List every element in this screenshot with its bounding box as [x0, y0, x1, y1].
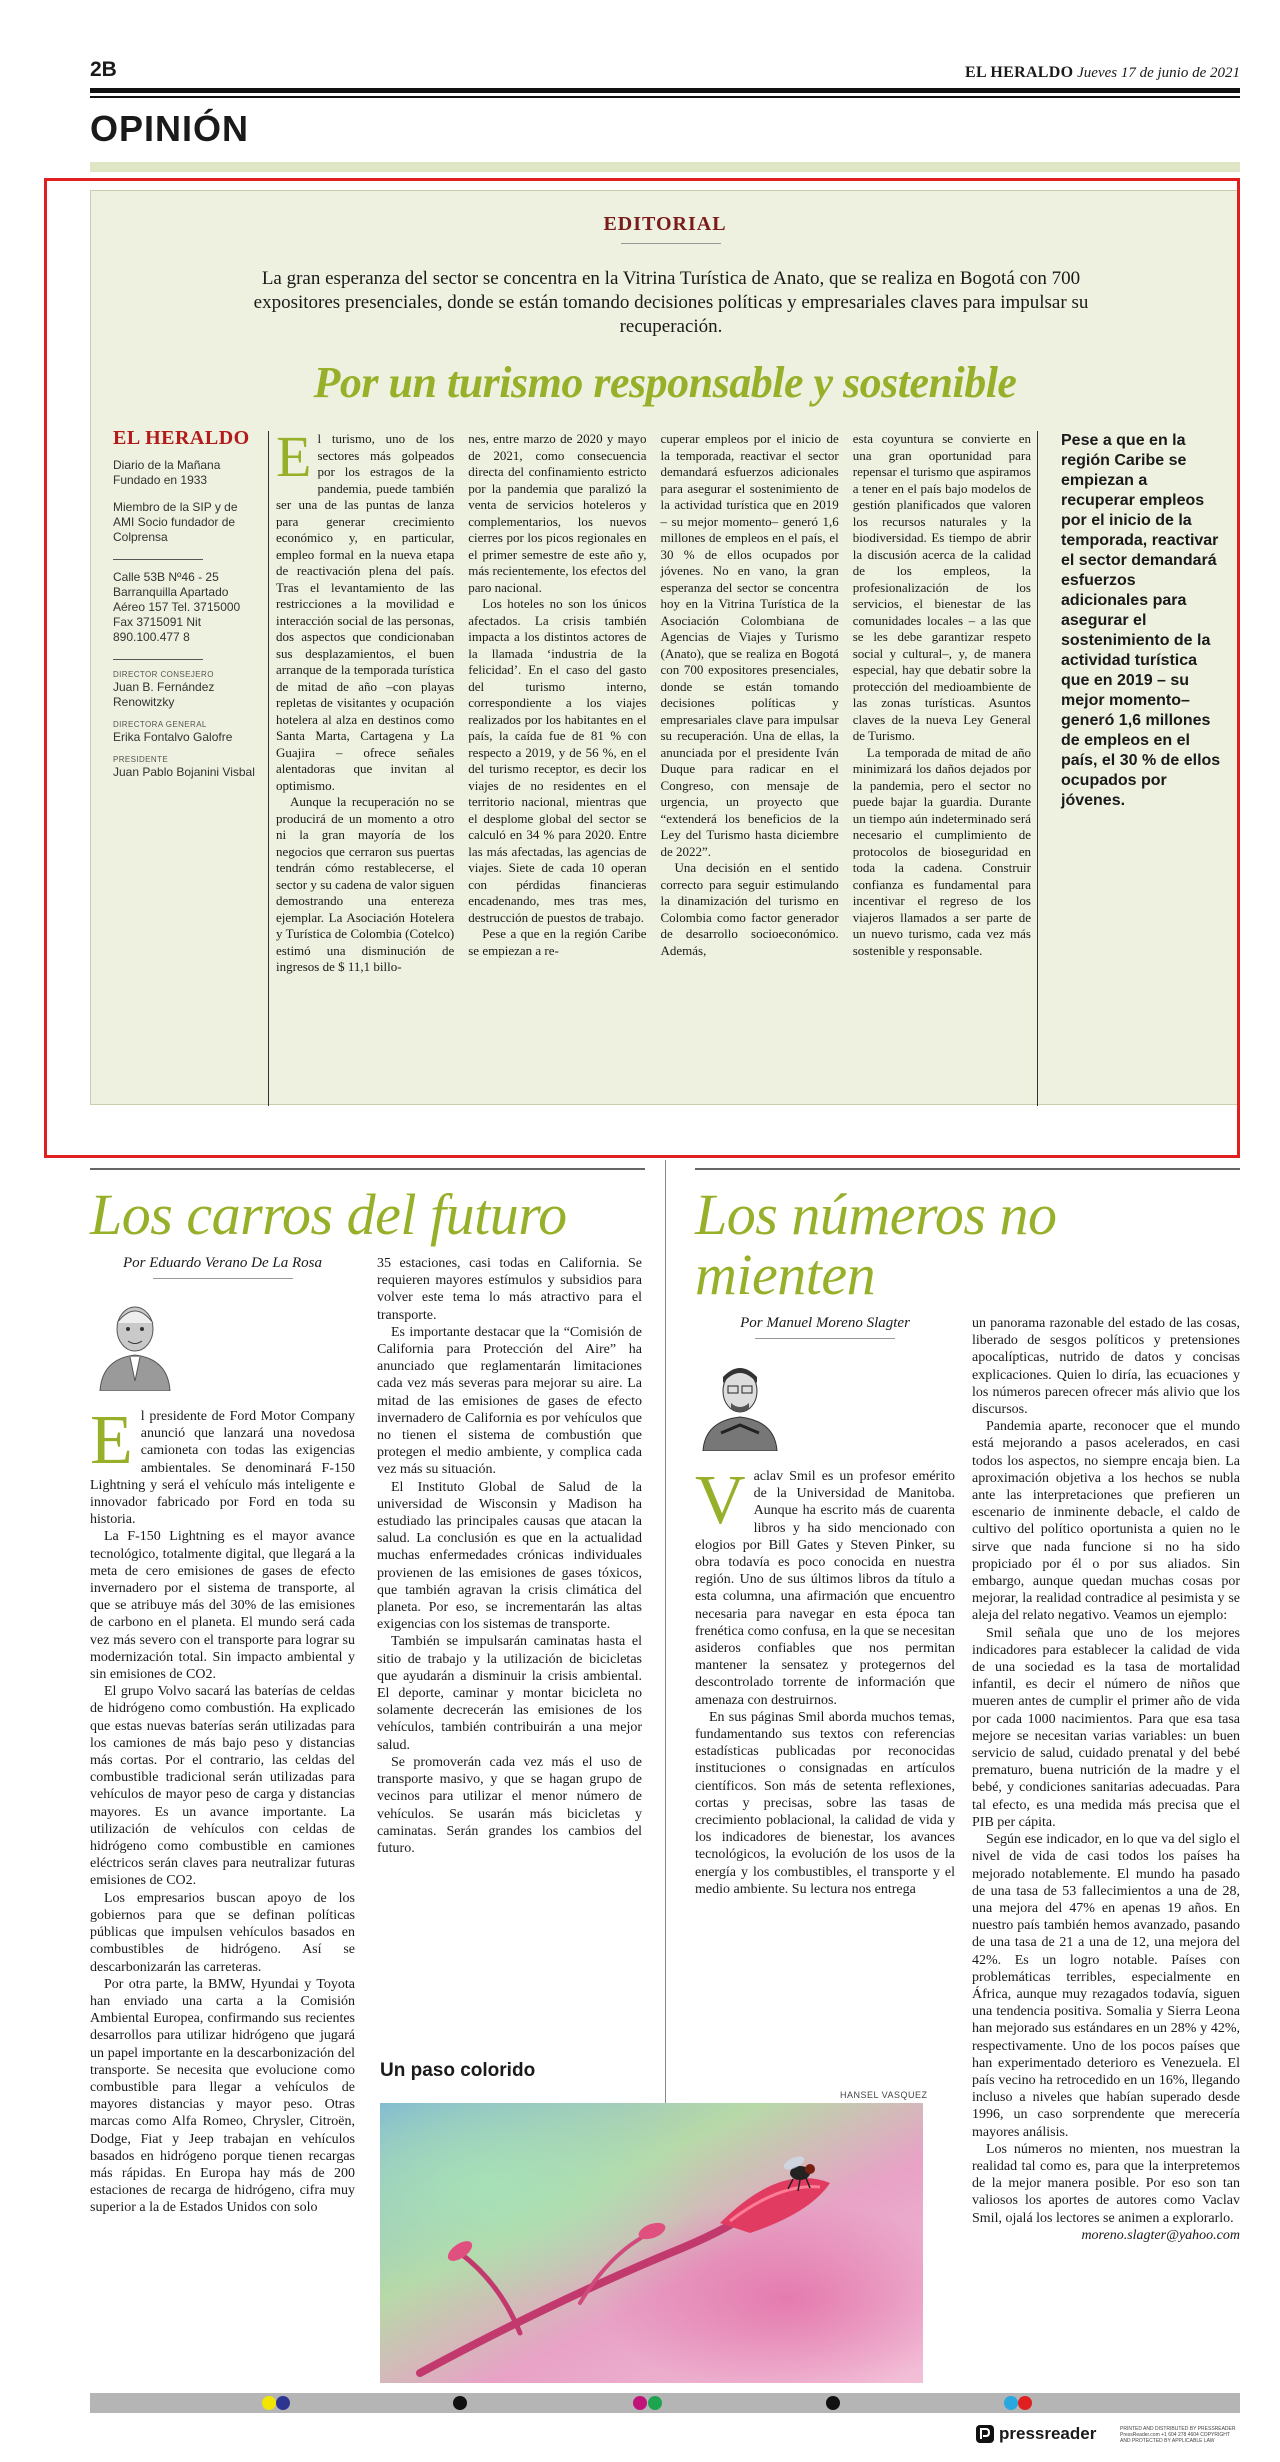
staff-role: DIRECTOR CONSEJERO — [113, 670, 214, 679]
registration-dot-black — [453, 2396, 467, 2410]
drop-cap: E — [276, 424, 312, 489]
body-paragraph: 35 estaciones, casi todas en California. Se requieren mayores estímulos y subsidios para volver este tema lo más atractivo para el transporte. — [377, 1256, 642, 1323]
sidebar-separator — [113, 659, 203, 660]
body-paragraph: un panorama razonable del estado de las cosas, liberado de sesgos políticos y pretensiones apocalípticas, nutrido de datos y concisas explicaciones. Quien lo diría, las ecuaciones y los números parecen ofrecer más alivio que los discursos. — [972, 1316, 1240, 1418]
column-body — [695, 1462, 955, 1898]
el-heraldo-logo: EL HERALDO — [113, 427, 250, 449]
pressreader-logo[interactable] — [975, 2424, 1096, 2444]
editorial-paragraph: Una decisión en el sentido correcto para seguir estimulando la dinamización del turismo en Colombia como factor generador de desarrollo socioeconómico. Además, — [660, 860, 839, 958]
sidebar-memberships: Miembro de la SIP y de AMI Socio fundador de Colprensa — [113, 500, 238, 544]
pressreader-icon — [975, 2424, 995, 2444]
editorial-column-3 — [661, 431, 839, 976]
section-accent-bar — [90, 162, 1240, 172]
drop-cap: V — [695, 1462, 746, 1539]
staff-role: PRESIDENTE — [113, 755, 169, 764]
body-paragraph: Los números no mienten, nos muestran la realidad tal como es, para que la interpretemos de la mejor manera posible. Por eso son tan valiosos los aportes de autores como Vaclav Smil, ojalá los lectores se animen a explorarlo. — [972, 2141, 1240, 2226]
byline-rule — [755, 1338, 895, 1339]
body-paragraph: Es importante destacar que la “Comisión de California para Protección del Aire” ha anunciado que reglamentarán limitaciones cada vez más severas para mejorar su aire. La mitad de las emisiones de gases de efecto invernadero de California es por vehículos que no tienen el sistema de combustión que protegen el medio ambiente, y complica cada vez más su situación. — [377, 1324, 642, 1478]
editorial-paragraph: Los hoteles no son los únicos afectados. La crisis también impacta a los distintos actores de la llamada ‘industria de la felicidad’. En el caso del gasto del turismo interno, correspondiente a los viajes realizados por los habitantes en el país, la caída fue de 81 % con respecto a 2019, y de 56 %, en el del turismo receptor, es decir los viajes de no residentes en el territorio nacional, mientras que el desplome global del sector se calculó en 34 % para 2020. Entre las más afectadas, las agencias de viajes. Siete de cada 10 operan con pérdidas financieras encadenando, mes tras mes, destrucción de puestos de trabajo. — [468, 596, 647, 925]
author-byline: Por Eduardo Verano De La Rosa — [122, 1255, 323, 1271]
editorial-headline: Por un turismo responsable y sostenible — [313, 358, 1017, 407]
drop-cap: E — [90, 1402, 133, 1479]
editorial-paragraph: esta coyuntura se convierte en una gran oportunidad para repensar el turismo que aspiramos a tener en el país bajo modelos de gestión planificados que valoren los recursos naturales y la biodiversidad. Es tiempo de abrir la discusión acerca de la calidad de los empleos, la profesionalización de los servicios, el bienestar de las comunidades locales – a las que se les debe garantizar respeto social y cultural–, y, de manera especial, hay que debatir sobre la protección del medioambiente de las zonas turísticas. Asuntos claves de la nueva Ley General de Turismo. — [852, 431, 1031, 743]
pull-quote: Pese a que en la región Caribe se empiezan a recuperar empleos por el inicio de la temporada, reactivar el sector demandará esfuerzos adicionales para asegurar el sostenimiento de la actividad turística que en 2019 – su mejor momento– generó 1,6 millones de empleos en el país, el 30 % de ellos ocupados por jóvenes. — [1061, 432, 1221, 809]
header-rule-thick — [90, 88, 1240, 93]
registration-dot-green — [648, 2396, 662, 2410]
body-paragraph: En sus páginas Smil aborda muchos temas, fundamentando sus textos con referencias estadísticas publicadas por reconocidas instituciones o consignadas en artículos científicos. Son más de setenta reflexiones, cortas y precisas, sobre las tasas de crecimiento poblacional, la calidad de vida y los indicadores de bienestar, los avances tecnológicos, la evolución de los usos de la energía y los combustibles, el transporte y el medio ambiente. Su lectura nos entrega — [695, 1709, 955, 1897]
byline-rule — [153, 1278, 293, 1279]
sidebar-separator — [113, 559, 203, 560]
editorial-body — [276, 424, 1031, 976]
column-divider — [268, 431, 269, 1106]
header-rule-thin — [90, 96, 1240, 98]
editorial-label: EDITORIAL — [603, 213, 727, 235]
editorial-paragraph: cuperar empleos por el inicio de la temporada, reactivar el sector demandará esfuerzos adicionales para asegurar el sostenimiento de la actividad turística que en 2019 – su mejor momento– generó 1,6 millones de empleos en el país, el 30 % de ellos ocupados por jóvenes. No en vano, la gran esperanza del sector se concentra hoy en la Vitrina Turística de la Asociación Colombiana de Agencias de Viajes y Turismo (Anato), que se realiza en Bogotá con 700 expositores presenciales, donde se están tomando decisiones políticas y empresariales clave para impulsar su recuperación. Una de ellas, la anunciada por el presidente Iván Duque para radicar en el Congreso, con mensaje de urgencia, un proyecto que “extenderá los beneficios de la Ley del Turismo hasta diciembre de 2022”. — [660, 431, 839, 859]
pressreader-label: pressreader — [999, 2424, 1097, 2443]
body-paragraph: Se promoverán cada vez más el uso de transporte masivo, y que se hagan grupo de vecinos para utilizar el menor número de vehículos. Se usarán más bicicletas y caminatas. Serán grandes los cambios del futuro. — [377, 1754, 642, 1856]
registration-dot-magenta — [633, 2396, 647, 2410]
editorial-lede: La gran esperanza del sector se concentra en la Vitrina Turística de Anato, que se realiza en Bogotá con 700 expositores presenciales, donde se están tomando decisiones políticas y empresariales claves para impulsar su recuperación. — [253, 268, 1089, 337]
author-portrait-icon — [90, 1291, 180, 1391]
column-left — [90, 1255, 355, 2217]
editorial-paragraph: El turismo, uno de los sectores más golpeados por los estragos de la pandemia, puede también ser una de las puntas de lanza para generar crecimiento económico y, en particular, empleo formal en la nueva etapa de reactivación plena del país. Tras el levantamiento de las restricciones a la movilidad e interacción social de las personas, dos aspectos que condicionaban sus desplazamientos, el buen arranque de la temporada turística de mitad de año –con playas repletas de visitantes y ocupación hotelera al alza en destinos como Santa Marta, Cartagena y La Guajira – ofrece señales alentadoras que invitan al optimismo. — [276, 424, 455, 793]
sidebar-address: Calle 53B Nº46 - 25 Barranquilla Apartado Aéreo 157 Tel. 3715000 Fax 3715091 Nit 890.100.477 8 — [113, 570, 241, 644]
editorial-column-1 — [276, 424, 455, 976]
author-byline: Por Manuel Moreno Slagter — [740, 1315, 910, 1331]
opinion-column-numeros — [695, 1182, 1240, 2244]
column-right — [972, 1315, 1240, 2244]
body-paragraph: Por otra parte, la BMW, Hyundai y Toyota han enviado una carta a la Comisión Ambiental Europea, confirmando sus recientes desarrollos para utilizar hidrógeno que jugará un papel importante en la descarbonización del transporte. Se necesita que evolucione como combustible para llegar a vehículos de mayores distancias y mayor peso. Otras marcas como Alfa Romeo, Chrysler, Citroën, Dodge, Fiat y Jeep trabajan en vehículos basados en hidrógeno porque tienen recargas más rápidas. En Europa hay más de 200 estaciones de recarga de hidrógeno, cifra muy superior a la de Estados Unidos con solo — [90, 1976, 355, 2216]
body-paragraph: Pandemia aparte, reconocer que el mundo está mejorando a pasos acelerados, en casi todos los aspectos, no siempre encaja bien. La aproximación objetiva a los hechos se nubla ante las interpretaciones que prefieren un escenario de inminente debacle, el caldo de cultivo del político oportunista a quien no le sirve que nada funcione si no ha sido propiciado por él o por sus aliados. Sin embargo, aunque quedan muchas cosas por mejorar, la realidad contradice al pesimista y se aleja del relato negativo. Veamos un ejemplo: — [972, 1419, 1240, 1624]
staff-name: Juan B. Fernández Renowitzky — [113, 680, 215, 709]
page-number: 2B — [90, 58, 117, 81]
footer-fine-print: PRINTED AND DISTRIBUTED BY PRESSREADER PressReader.com +1 604 278 4604 COPYRIGHT AND PROTECTED BY APPLICABLE LAW — [1120, 2426, 1236, 2444]
author-portrait-icon — [695, 1351, 785, 1451]
registration-dot-black — [826, 2396, 840, 2410]
flower-photo — [380, 2103, 923, 2383]
body-paragraph: El Instituto Global de Salud de la universidad de Wisconsin y Madison ha estudiado las principales causas que atacan la salud. La conclusión es que en la actualidad muchas enfermedades crónicas individuales provienen de las emisiones de gases tóxicos, que también agravan la crisis climática del planeta. Por eso, se incrementarán las altas exigencias con los sistemas de transporte. — [377, 1479, 642, 1633]
registration-dot-blue — [276, 2396, 290, 2410]
photo-credit: HANSEL VASQUEZ — [840, 2090, 928, 2100]
staff-name: Erika Fontalvo Galofre — [113, 730, 233, 744]
paper-name: EL HERALDO — [965, 64, 1074, 81]
column-top-rule — [695, 1168, 1240, 1170]
body-paragraph: También se impulsarán caminatas hasta el sitio de trabajo y la utilización de bicicletas que ayudarán a disminuir la crisis ambiental. El deporte, caminar y montar bicicleta no solamente decrecerán las emisiones de los vehículos, también contribuirán a una mejor salud. — [377, 1634, 642, 1753]
editorial-box — [90, 190, 1240, 1105]
editorial-column-2 — [468, 431, 646, 976]
editorial-paragraph: La temporada de mitad de año minimizará los daños dejados por la pandemia, pero el sector no puede bajar la guardia. Durante un tiempo aún indeterminado será necesario el cumplimiento de protocolos de bioseguridad en toda la cadena. Construir confianza es fundamental para incentivar el regreso de los viajeros llamados a ser parte de un nuevo turismo, cada vez más sostenible y responsable. — [852, 744, 1031, 958]
body-paragraph: El presidente de Ford Motor Company anunció que lanzará una novedosa camioneta con todas las exigencias ambientales. Se denominará F-150 Lightning y será el vehículo más inteligente e innovador fabricado por Ford en toda su historia. — [90, 1402, 355, 1528]
photo-title: Un paso colorido — [380, 2060, 536, 2081]
editorial-column-4 — [853, 431, 1031, 976]
registration-dot-red — [1018, 2396, 1032, 2410]
staff-name: Juan Pablo Bojanini Visbal — [113, 765, 255, 779]
masthead-sidebar — [113, 427, 258, 790]
column-headline: Los números no mienten — [695, 1182, 1057, 1307]
author-email[interactable]: moreno.slagter@yahoo.com — [1081, 2227, 1240, 2243]
page-header — [90, 52, 1240, 82]
opinion-column-carros — [90, 1182, 645, 2217]
body-paragraph: La F-150 Lightning es el mayor avance tecnológico, totalmente digital, que llegará a la meta de cero emisiones de gases de efecto invernadero por el sistema de transporte, al que se atribuye más del 30% de las emisiones de carbono en el planeta. El mundo será cada vez más severo con el transporte para lograr su modernización total. Sin impacto ambiental y sin emisiones de CO2. — [90, 1529, 355, 1683]
flower-with-fly-icon — [380, 2103, 923, 2383]
registration-dot-yellow — [262, 2396, 276, 2410]
editorial-paragraph: Pese a que en la región Caribe se empiezan a re- — [468, 926, 647, 958]
staff-role: DIRECTORA GENERAL — [113, 720, 207, 729]
editorial-label-rule — [621, 243, 721, 244]
registration-dot-cyan — [1004, 2396, 1018, 2410]
editorial-paragraph: nes, entre marzo de 2020 y mayo de 2021, como consecuencia directa del confinamiento estricto por la pandemia que paralizó la venta de servicios hoteleros y complementarios, los nuevos cierres por los picos regionales en el primer semestre de este año y, más recientemente, los efectos del paro nacional. — [468, 431, 647, 595]
issue-date: Jueves 17 de junio de 2021 — [1077, 65, 1240, 81]
masthead — [965, 64, 1240, 82]
body-paragraph: Los empresarios buscan apoyo de los gobiernos para que se definan políticas públicas que impulsen vehículos basados en combustibles de hidrógeno. Así se descarbonizarán las carreteras. — [90, 1890, 355, 1975]
column-divider — [1037, 431, 1038, 1106]
sidebar-tagline: Diario de la Mañana Fundado en 1933 — [113, 458, 221, 487]
body-paragraph: Vaclav Smil es un profesor emérito de la Universidad de Manitoba. Aunque ha escrito más de cuarenta libros y ha sido mencionado con elogios por Bill Gates y Steven Pinker, su obra todavía es poco conocida en nuestra región. Uno de sus últimos libros da título a esta columna, una afirmación que encuentro necesaria para navegar en esta época tan frenética como confusa, en la que se necesitan asideros confiables que nos permitan mantener la sensatez y protegernos del descontrolado torrente de información que amenaza con destruirnos. — [695, 1462, 955, 1708]
section-title: OPINIÓN — [90, 108, 250, 149]
column-top-rule — [90, 1168, 645, 1170]
body-paragraph: El grupo Volvo sacará las baterías de celdas de hidrógeno como combustión. Ha explicado que estas nuevas baterías serán utilizadas para los camiones de más bajo peso y distancias más cortas. Por el contrario, las celdas del combustible tradicional serán utilizadas para vehículos de mayor peso de carga y distancias mayores. Es un avance importante. La utilización de vehículos con celdas de hidrógeno como combustible en camiones eléctricos serán claves para neutralizar futuras emisiones de CO2. — [90, 1684, 355, 1889]
editorial-paragraph: Aunque la recuperación no se producirá de un momento a otro ni la gran mayoría de los negocios que cerraron sus puertas tendrán cómo restablecerse, el sector y su cadena de valor siguen demostrando una entereza ejemplar. La Asociación Hotelera y Turística de Colombia (Cotelco) estimó una disminución de ingresos de $ 11,1 billo- — [276, 794, 455, 974]
column-body — [90, 1402, 355, 2217]
body-paragraph: Smil señala que uno de los mejores indicadores para establecer la calidad de vida de una sociedad es la tasa de mortalidad infantil, es decir el número de niños que mueren antes de cumplir el primer año de vida por cada 1000 nacimientos. Para que esa tasa mejore se necesitan varias variables: un buen servicio de salud, cuidado prenatal y del bebé prematuro, buena nutrición de la madre y el bebé, y condiciones sanitarias adecuadas. Para tal efecto, es una medida más precisa que el PIB per cápita. — [972, 1625, 1240, 1830]
column-headline: Los carros del futuro — [90, 1182, 567, 1247]
body-paragraph: Según ese indicador, en lo que va del siglo el nivel de vida de casi todos los países ha mejorado notablemente. El mundo ha pasado de una tasa de 53 fallecimientos a una de 28, una mejora del 47% en apenas 19 años. En nuestro país también hemos avanzado, pasando de una tasa de 21 a una de 12, una mejora del 42%. Es un logro notable. Países con problemáticas terribles, especialmente en África, aunque muy rezagados todavía, siguen una tendencia positiva. Somalia y Sierra Leona han mejorado sus estándares en un 28% y 42%, respectivamente. Uno de los pocos países que han experimentado deterioro es Venezuela. El país vecino ha retrocedido en un 16%, llegando incluso a niveles que habían superado desde 1996, un caso sorprendente que merecería mayores análisis. — [972, 1832, 1240, 2140]
